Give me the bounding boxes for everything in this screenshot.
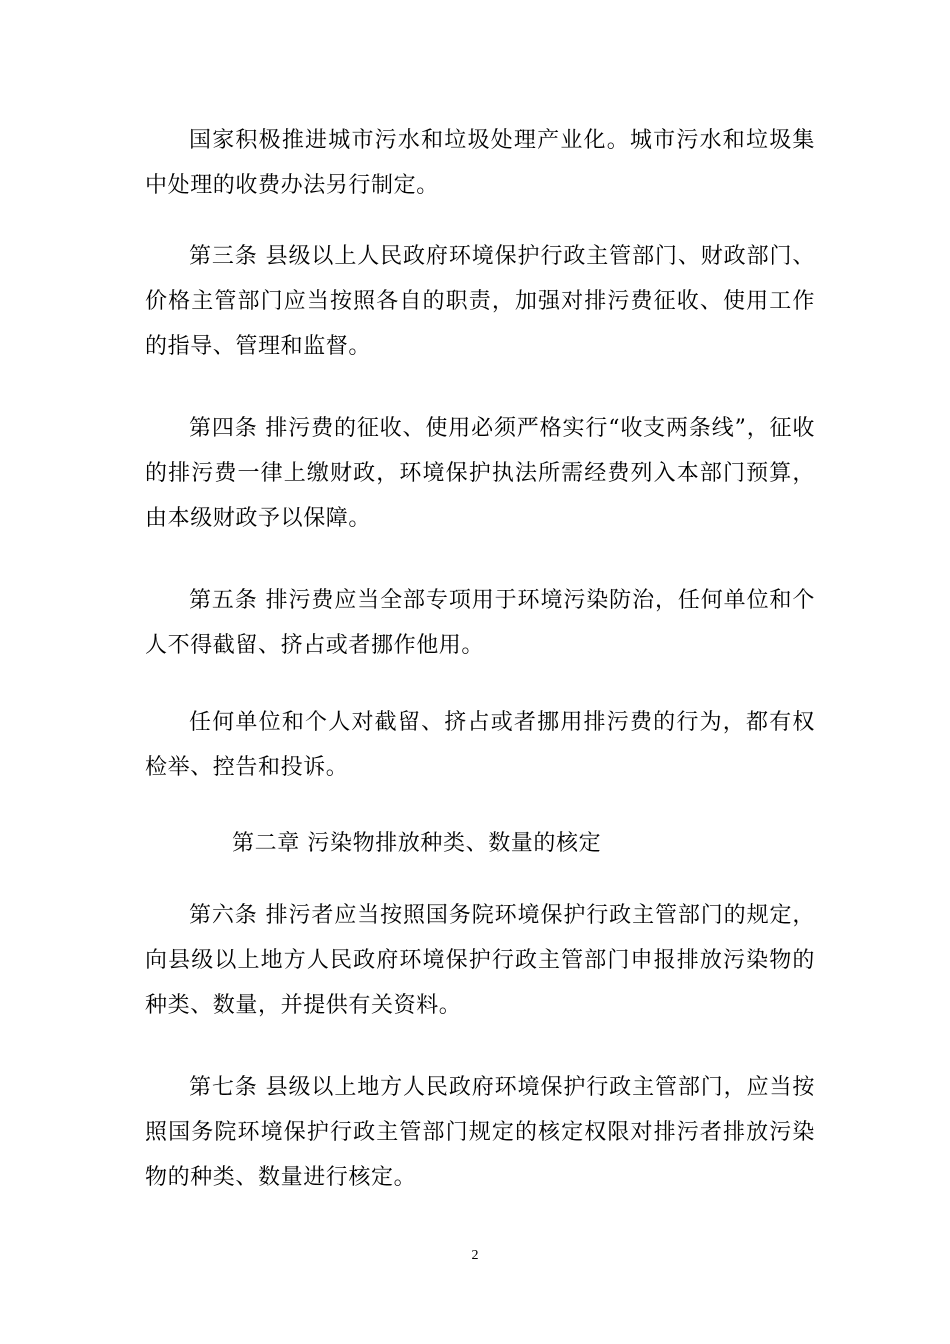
paragraph-article-7: 第七条 县级以上地方人民政府环境保护行政主管部门，应当按照国务院环境保护行政主管部门规定的核定权限对排污者排放污染物的种类、数量进行核定。 bbox=[145, 1075, 815, 1190]
paragraph-article-3: 第三条 县级以上人民政府环境保护行政主管部门、财政部门、价格主管部门应当按照各自的职责，加强对排污费征收、使用工作的指导、管理和监督。 bbox=[145, 244, 815, 359]
paragraph-sewage-industrialization: 国家积极推进城市污水和垃圾处理产业化。城市污水和垃圾集中处理的收费办法另行制定。 bbox=[145, 128, 815, 198]
paragraph-report-rights: 任何单位和个人对截留、挤占或者挪用排污费的行为，都有权检举、控告和投诉。 bbox=[145, 710, 815, 780]
paragraph-article-6: 第六条 排污者应当按照国务院环境保护行政主管部门的规定，向县级以上地方人民政府环境保护行政主管部门申报排放污染物的种类、数量，并提供有关资料。 bbox=[145, 903, 815, 1018]
page-number: 2 bbox=[471, 1248, 479, 1263]
paragraph-article-4: 第四条 排污费的征收、使用必须严格实行“收支两条线”，征收的排污费一律上缴财政，环境保护执法所需经费列入本部门预算，由本级财政予以保障。 bbox=[145, 416, 815, 531]
paragraph-article-5: 第五条 排污费应当全部专项用于环境污染防治，任何单位和个人不得截留、挤占或者挪作他用。 bbox=[145, 588, 815, 658]
chapter-heading: 第二章 污染物排放种类、数量的核定 bbox=[232, 831, 602, 856]
